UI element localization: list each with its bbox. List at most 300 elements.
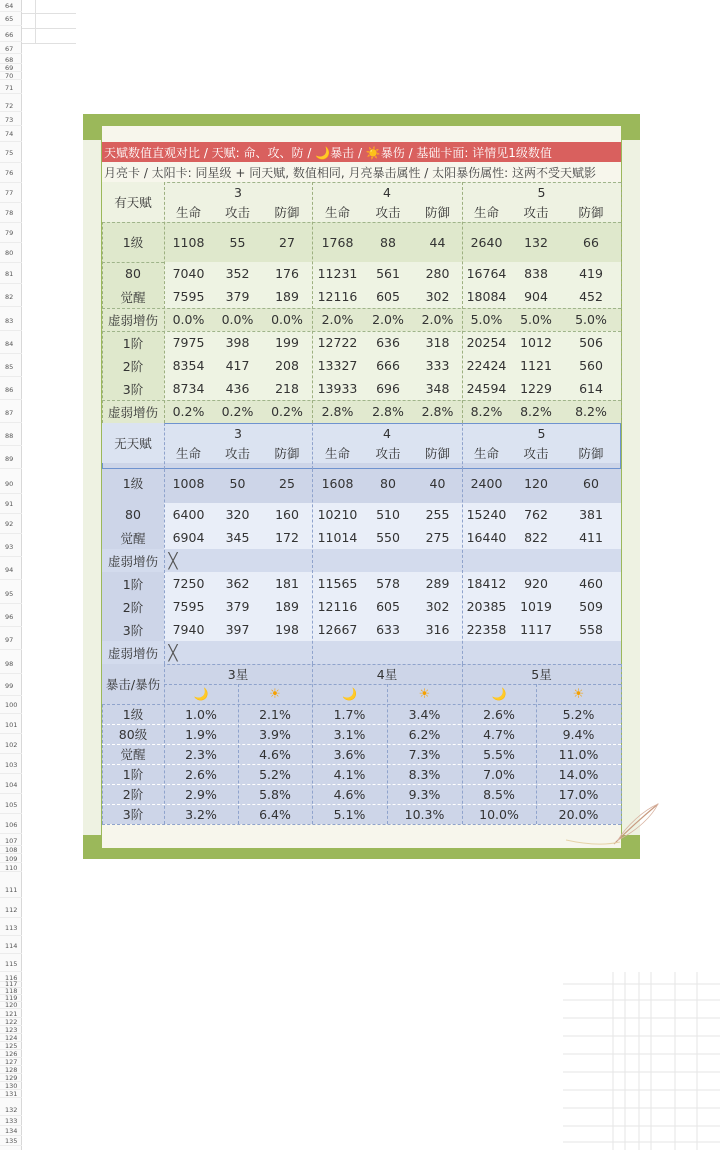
row-number[interactable]: 93: [0, 537, 22, 557]
star-group-header[interactable]: 5: [537, 425, 546, 441]
crit-value-cell[interactable]: 3.6%: [333, 746, 366, 762]
value-cell[interactable]: 55: [229, 234, 246, 250]
row-label[interactable]: 虚弱增伤: [107, 312, 158, 328]
row-number[interactable]: 76: [0, 163, 22, 183]
row-number[interactable]: 123: [0, 1026, 22, 1034]
crit-value-cell[interactable]: 8.5%: [483, 786, 515, 802]
crit-value-cell[interactable]: 4.6%: [259, 746, 291, 762]
value-cell[interactable]: 8.2%: [470, 404, 503, 419]
value-cell[interactable]: 510: [376, 507, 400, 522]
row-label[interactable]: 1阶: [102, 331, 164, 354]
row-number[interactable]: 112: [0, 902, 22, 918]
value-cell[interactable]: 1608: [321, 475, 354, 491]
stat-header[interactable]: 生命: [473, 205, 499, 220]
row-number[interactable]: 108: [0, 846, 22, 854]
value-cell[interactable]: 255: [425, 507, 450, 522]
value-cell[interactable]: 20385: [466, 599, 507, 614]
value-cell[interactable]: 1012: [520, 335, 552, 350]
row-number[interactable]: 116: [0, 974, 22, 982]
row-label[interactable]: 虚弱增伤: [107, 645, 158, 661]
value-cell[interactable]: 189: [275, 599, 299, 614]
crit-value-cell[interactable]: 1.9%: [185, 726, 217, 742]
crit-value-cell[interactable]: 17.0%: [558, 786, 599, 802]
value-cell[interactable]: 88: [380, 234, 396, 250]
row-label[interactable]: 1阶: [122, 767, 144, 782]
row-number[interactable]: 121: [0, 1010, 22, 1018]
value-cell[interactable]: 12667: [317, 622, 358, 637]
crit-value-cell[interactable]: 11.0%: [558, 746, 599, 762]
value-cell[interactable]: 181: [275, 576, 299, 591]
row-number[interactable]: 107: [0, 836, 22, 846]
row-label[interactable]: 2阶: [122, 787, 144, 802]
value-cell[interactable]: 0.0%: [172, 312, 205, 327]
value-cell[interactable]: 280: [425, 266, 450, 281]
crit-value-cell[interactable]: 4.7%: [483, 726, 515, 742]
value-cell[interactable]: 1117: [520, 622, 552, 637]
value-cell[interactable]: 80: [380, 475, 396, 491]
crit-value-cell[interactable]: 5.1%: [333, 806, 366, 822]
row-number[interactable]: 66: [0, 28, 22, 42]
row-label[interactable]: 虚弱增伤: [107, 553, 158, 569]
value-cell[interactable]: 1121: [520, 358, 552, 373]
crit-value-cell[interactable]: 2.9%: [185, 786, 217, 802]
value-cell[interactable]: 633: [376, 622, 400, 637]
crit-value-cell[interactable]: 20.0%: [558, 806, 599, 822]
value-cell[interactable]: 16440: [466, 530, 507, 545]
row-number[interactable]: 64: [0, 0, 22, 12]
value-cell[interactable]: 381: [579, 507, 603, 522]
row-number[interactable]: 77: [0, 183, 22, 203]
crit-value-cell[interactable]: 7.3%: [408, 746, 441, 762]
crit-value-cell[interactable]: 3.2%: [185, 806, 217, 822]
value-cell[interactable]: 636: [376, 335, 400, 350]
value-cell[interactable]: 120: [524, 475, 548, 491]
stat-header[interactable]: 防御: [424, 205, 450, 220]
no_talent-label[interactable]: 无天赋: [102, 423, 164, 463]
row-number[interactable]: 102: [0, 736, 22, 754]
row-number[interactable]: 126: [0, 1050, 22, 1058]
value-cell[interactable]: 40: [429, 475, 446, 491]
crit-value-cell[interactable]: 9.4%: [562, 726, 595, 742]
crit-value-cell[interactable]: 1.0%: [185, 706, 217, 722]
value-cell[interactable]: 578: [376, 576, 400, 591]
row-number[interactable]: 95: [0, 584, 22, 604]
row-number[interactable]: 119: [0, 995, 22, 1002]
value-cell[interactable]: 550: [376, 530, 400, 545]
row-number[interactable]: 124: [0, 1034, 22, 1042]
row-label[interactable]: 1级: [102, 463, 164, 503]
stat-header[interactable]: 防御: [578, 205, 604, 220]
value-cell[interactable]: 22358: [466, 622, 507, 637]
value-cell[interactable]: 1008: [172, 475, 205, 491]
row-number[interactable]: 129: [0, 1074, 22, 1082]
row-label[interactable]: 80: [102, 262, 164, 285]
value-cell[interactable]: 345: [225, 530, 250, 545]
value-cell[interactable]: 762: [524, 507, 548, 522]
value-cell[interactable]: 561: [376, 266, 400, 281]
row-number[interactable]: 105: [0, 796, 22, 814]
value-cell[interactable]: 6400: [172, 507, 205, 522]
stat-header[interactable]: 生命: [324, 446, 350, 461]
value-cell[interactable]: 18084: [466, 289, 507, 304]
value-cell[interactable]: 302: [425, 599, 450, 614]
value-cell[interactable]: 8.2%: [575, 404, 607, 419]
row-number[interactable]: 72: [0, 100, 22, 112]
value-cell[interactable]: 15240: [466, 507, 507, 522]
talent-row: [102, 377, 621, 400]
moon-icon: 🌙: [491, 687, 507, 701]
x-mark-icon: ╳: [168, 551, 178, 570]
value-cell[interactable]: 189: [275, 289, 299, 304]
value-cell[interactable]: 7250: [172, 576, 205, 591]
row-number[interactable]: 128: [0, 1066, 22, 1074]
value-cell[interactable]: 66: [583, 234, 599, 250]
stat-header[interactable]: 攻击: [375, 205, 401, 220]
row-number[interactable]: 86: [0, 380, 22, 400]
row-label[interactable]: 1阶: [102, 572, 164, 595]
row-number[interactable]: 70: [0, 72, 22, 80]
row-number[interactable]: 82: [0, 287, 22, 307]
stat-header[interactable]: 防御: [424, 446, 450, 461]
crit-label[interactable]: 暴击/暴伤: [102, 664, 164, 704]
crit-value-cell[interactable]: 2.3%: [185, 746, 217, 762]
value-cell[interactable]: 1229: [520, 381, 552, 396]
row-number[interactable]: 69: [0, 64, 22, 72]
row-number[interactable]: 67: [0, 44, 22, 54]
value-cell[interactable]: 12722: [317, 335, 358, 350]
value-cell[interactable]: 362: [225, 576, 250, 591]
row-label[interactable]: 虚弱增伤: [107, 404, 158, 420]
value-cell[interactable]: 6904: [172, 530, 205, 545]
row-number[interactable]: 120: [0, 1002, 22, 1009]
row-number[interactable]: 133: [0, 1116, 22, 1126]
sheet-title[interactable]: 天赋数值直观对比 / 天赋: 命、攻、防 / 🌙暴击 / ☀️暴伤 / 基础卡面: 详情见1级数值: [102, 142, 621, 162]
row-number[interactable]: 90: [0, 474, 22, 494]
row-number[interactable]: 117: [0, 981, 22, 988]
row-label[interactable]: 觉醒: [102, 285, 164, 308]
row-number[interactable]: 106: [0, 816, 22, 834]
value-cell[interactable]: 560: [579, 358, 603, 373]
talent-label[interactable]: 有天赋: [102, 182, 164, 222]
stat-header[interactable]: 攻击: [375, 446, 401, 461]
value-cell[interactable]: 172: [275, 530, 299, 545]
row-number[interactable]: 75: [0, 143, 22, 163]
value-cell[interactable]: 275: [425, 530, 450, 545]
crit-value-cell[interactable]: 7.0%: [483, 766, 515, 782]
star-group-header[interactable]: 3: [234, 184, 242, 200]
row-number[interactable]: 114: [0, 938, 22, 954]
value-cell[interactable]: 44: [429, 234, 446, 250]
crit-value-cell[interactable]: 5.2%: [259, 766, 291, 782]
row-number[interactable]: 134: [0, 1126, 22, 1136]
value-cell[interactable]: 5.0%: [520, 312, 552, 327]
value-cell[interactable]: 419: [579, 266, 603, 281]
value-cell[interactable]: 2.8%: [421, 404, 454, 419]
value-cell[interactable]: 302: [425, 289, 450, 304]
value-cell[interactable]: 1108: [172, 234, 205, 250]
value-cell[interactable]: 7595: [172, 289, 205, 304]
value-cell[interactable]: 920: [524, 576, 548, 591]
value-cell[interactable]: 7940: [172, 622, 205, 637]
row-number[interactable]: 78: [0, 203, 22, 223]
value-cell[interactable]: 10210: [317, 507, 358, 522]
crit-value-cell[interactable]: 2.6%: [483, 706, 515, 722]
sheet-subtitle[interactable]: 月亮卡 / 太阳卡: 同星级 + 同天赋, 数值相同, 月亮暴击属性 / 太阳暴伤属性: 这两不受天赋影: [102, 162, 621, 182]
value-cell[interactable]: 397: [225, 622, 250, 637]
value-cell[interactable]: 16764: [466, 266, 507, 281]
row-label[interactable]: 3阶: [102, 618, 164, 641]
crit-value-cell[interactable]: 10.3%: [404, 806, 445, 822]
stat-header[interactable]: 生命: [175, 446, 201, 461]
crit-value-cell[interactable]: 5.5%: [483, 746, 515, 762]
value-cell[interactable]: 318: [425, 335, 450, 350]
value-cell[interactable]: 320: [225, 507, 250, 522]
value-cell[interactable]: 0.0%: [271, 312, 303, 327]
no_talent-row: [102, 526, 621, 549]
row-number[interactable]: 97: [0, 630, 22, 650]
value-cell[interactable]: 398: [225, 335, 250, 350]
value-cell[interactable]: 2640: [470, 234, 503, 250]
value-cell[interactable]: 199: [275, 335, 299, 350]
value-cell[interactable]: 0.0%: [221, 312, 254, 327]
crit-value-cell[interactable]: 2.1%: [259, 706, 291, 722]
value-cell[interactable]: 5.0%: [470, 312, 503, 327]
row-number[interactable]: 135: [0, 1136, 22, 1146]
crit-star-header[interactable]: 4星: [376, 667, 398, 682]
row-number[interactable]: 87: [0, 403, 22, 423]
value-cell[interactable]: 379: [225, 599, 250, 614]
stat-header[interactable]: 攻击: [224, 446, 250, 461]
value-cell[interactable]: 2.0%: [321, 312, 354, 327]
row-number[interactable]: 100: [0, 696, 22, 714]
row-label[interactable]: 3阶: [122, 807, 144, 822]
row-number[interactable]: 109: [0, 855, 22, 863]
row-label[interactable]: 1级: [102, 222, 164, 262]
value-cell[interactable]: 822: [524, 530, 548, 545]
value-cell[interactable]: 7595: [172, 599, 205, 614]
value-cell[interactable]: 1019: [520, 599, 552, 614]
value-cell[interactable]: 208: [275, 358, 299, 373]
row-number[interactable]: 118: [0, 988, 22, 995]
row-number[interactable]: 131: [0, 1090, 22, 1098]
stat-header[interactable]: 生命: [175, 205, 201, 220]
crit-value-cell[interactable]: 1.7%: [333, 706, 366, 722]
stat-header[interactable]: 攻击: [224, 205, 250, 220]
value-cell[interactable]: 352: [225, 266, 250, 281]
crit-value-cell[interactable]: 8.3%: [408, 766, 441, 782]
value-cell[interactable]: 316: [425, 622, 450, 637]
row-number[interactable]: 85: [0, 357, 22, 377]
crit-value-cell[interactable]: 4.6%: [333, 786, 366, 802]
row-number[interactable]: 84: [0, 334, 22, 354]
row-number[interactable]: 130: [0, 1082, 22, 1090]
subtitle-row: [102, 162, 621, 182]
row-number[interactable]: 94: [0, 560, 22, 580]
value-cell[interactable]: 838: [524, 266, 548, 281]
value-cell[interactable]: 22424: [466, 358, 507, 373]
row-number[interactable]: 73: [0, 114, 22, 126]
row-number[interactable]: 127: [0, 1058, 22, 1066]
value-cell[interactable]: 8354: [172, 358, 205, 373]
value-cell[interactable]: 5.0%: [575, 312, 607, 327]
value-cell[interactable]: 417: [225, 358, 250, 373]
stat-header[interactable]: 生命: [473, 446, 499, 461]
value-cell[interactable]: 176: [275, 266, 299, 281]
row-number[interactable]: 98: [0, 654, 22, 674]
value-cell[interactable]: 8734: [172, 381, 205, 396]
stat-header[interactable]: 防御: [578, 446, 604, 461]
row-label[interactable]: 80: [102, 503, 164, 526]
row-number[interactable]: 81: [0, 264, 22, 284]
row-number[interactable]: 122: [0, 1018, 22, 1026]
value-cell[interactable]: 452: [579, 289, 603, 304]
value-cell[interactable]: 614: [579, 381, 603, 396]
value-cell[interactable]: 0.2%: [221, 404, 254, 419]
value-cell[interactable]: 2.0%: [421, 312, 454, 327]
value-cell[interactable]: 11565: [317, 576, 358, 591]
value-cell[interactable]: 696: [376, 381, 400, 396]
star-group-header[interactable]: 3: [234, 425, 242, 441]
no_talent-row: [102, 595, 621, 618]
row-number[interactable]: 101: [0, 716, 22, 734]
crit-value-cell[interactable]: 5.8%: [259, 786, 291, 802]
row-number[interactable]: 92: [0, 514, 22, 534]
value-cell[interactable]: 7040: [172, 266, 205, 281]
value-cell[interactable]: 11231: [317, 266, 358, 281]
row-number[interactable]: 132: [0, 1104, 22, 1116]
crit-star-header[interactable]: 3星: [227, 667, 249, 682]
crit-value-cell[interactable]: 3.4%: [408, 706, 441, 722]
value-cell[interactable]: 379: [225, 289, 250, 304]
value-cell[interactable]: 509: [579, 599, 603, 614]
row-number[interactable]: 91: [0, 494, 22, 514]
crit-value-cell[interactable]: 5.2%: [562, 706, 595, 722]
row-number[interactable]: 113: [0, 920, 22, 936]
row-number[interactable]: 99: [0, 676, 22, 696]
value-cell[interactable]: 348: [425, 381, 450, 396]
row-label[interactable]: 2阶: [102, 595, 164, 618]
row-number[interactable]: 88: [0, 426, 22, 446]
value-cell[interactable]: 506: [579, 335, 603, 350]
value-cell[interactable]: 1768: [321, 234, 354, 250]
x-mark-icon: ╳: [168, 643, 178, 662]
stat-header[interactable]: 攻击: [523, 446, 549, 461]
value-cell[interactable]: 558: [579, 622, 603, 637]
crit-value-cell[interactable]: 6.4%: [259, 806, 291, 822]
row-number[interactable]: 103: [0, 756, 22, 774]
stat-header[interactable]: 防御: [274, 205, 300, 220]
row-number[interactable]: 68: [0, 56, 22, 64]
value-cell[interactable]: 12116: [317, 599, 358, 614]
row-number[interactable]: 111: [0, 882, 22, 898]
row-number[interactable]: 79: [0, 223, 22, 243]
crit-value-cell[interactable]: 4.1%: [333, 766, 366, 782]
value-cell[interactable]: 24594: [466, 381, 507, 396]
crit-value-cell[interactable]: 6.2%: [408, 726, 441, 742]
row-number[interactable]: 89: [0, 449, 22, 469]
value-cell[interactable]: 333: [425, 358, 450, 373]
stat-header[interactable]: 生命: [324, 205, 350, 220]
value-cell[interactable]: 132: [524, 234, 548, 250]
row-label[interactable]: 觉醒: [120, 747, 146, 762]
crit-star-header[interactable]: 5星: [531, 667, 552, 682]
crit-value-cell[interactable]: 2.6%: [185, 766, 217, 782]
row-number[interactable]: 71: [0, 82, 22, 94]
row-label[interactable]: 3阶: [102, 377, 164, 400]
value-cell[interactable]: 436: [225, 381, 250, 396]
value-cell[interactable]: 27: [279, 234, 295, 250]
row-label[interactable]: 觉醒: [102, 526, 164, 549]
row-number[interactable]: 104: [0, 776, 22, 794]
value-cell[interactable]: 13933: [317, 381, 358, 396]
crit-row: [102, 784, 621, 804]
value-cell[interactable]: 411: [579, 530, 603, 545]
value-cell[interactable]: 60: [583, 475, 599, 491]
row-number[interactable]: 65: [0, 13, 22, 26]
row-label[interactable]: 80级: [118, 727, 148, 742]
value-cell[interactable]: 12116: [317, 289, 358, 304]
value-cell[interactable]: 0.2%: [172, 404, 205, 419]
value-cell[interactable]: 904: [524, 289, 548, 304]
value-cell[interactable]: 218: [275, 381, 299, 396]
crit-value-cell[interactable]: 3.9%: [259, 726, 291, 742]
crit-value-cell[interactable]: 10.0%: [479, 806, 519, 822]
value-cell[interactable]: 18412: [466, 576, 507, 591]
value-cell[interactable]: 7975: [172, 335, 205, 350]
value-cell[interactable]: 0.2%: [271, 404, 303, 419]
value-cell[interactable]: 460: [579, 576, 603, 591]
row-number[interactable]: 83: [0, 311, 22, 331]
no_talent-row: [102, 572, 621, 595]
row-label[interactable]: 1级: [122, 707, 144, 722]
value-cell[interactable]: 2400: [470, 475, 503, 491]
crit-value-cell[interactable]: 3.1%: [333, 726, 366, 742]
row-number[interactable]: 96: [0, 607, 22, 627]
star-group-header[interactable]: 5: [537, 184, 546, 200]
star-group-header[interactable]: 4: [383, 184, 391, 200]
value-cell[interactable]: 2.8%: [321, 404, 354, 419]
row-number[interactable]: 74: [0, 126, 22, 142]
no_talent-row: [102, 549, 621, 572]
value-cell[interactable]: 8.2%: [520, 404, 552, 419]
value-cell[interactable]: 11014: [317, 530, 358, 545]
row-number[interactable]: 80: [0, 243, 22, 263]
stat-header[interactable]: 防御: [274, 446, 300, 461]
value-cell[interactable]: 50: [229, 475, 246, 491]
value-cell[interactable]: 605: [376, 599, 400, 614]
crit-value-cell[interactable]: 14.0%: [558, 766, 599, 782]
row-number[interactable]: 115: [0, 956, 22, 972]
value-cell[interactable]: 666: [376, 358, 400, 373]
value-cell[interactable]: 13327: [317, 358, 358, 373]
value-cell[interactable]: 25: [279, 475, 295, 491]
crit-value-cell[interactable]: 9.3%: [408, 786, 441, 802]
value-cell[interactable]: 198: [275, 622, 299, 637]
value-cell[interactable]: 160: [275, 507, 299, 522]
value-cell[interactable]: 289: [425, 576, 450, 591]
star-group-header[interactable]: 4: [383, 425, 391, 441]
value-cell[interactable]: 20254: [466, 335, 507, 350]
row-number[interactable]: 110: [0, 864, 22, 872]
stat-header[interactable]: 攻击: [523, 205, 549, 220]
value-cell[interactable]: 605: [376, 289, 400, 304]
row-number[interactable]: 125: [0, 1042, 22, 1050]
value-cell[interactable]: 2.8%: [372, 404, 404, 419]
no_talent-row: [102, 618, 621, 641]
talent-row: [102, 285, 621, 308]
row-label[interactable]: 2阶: [102, 354, 164, 377]
value-cell[interactable]: 2.0%: [372, 312, 404, 327]
